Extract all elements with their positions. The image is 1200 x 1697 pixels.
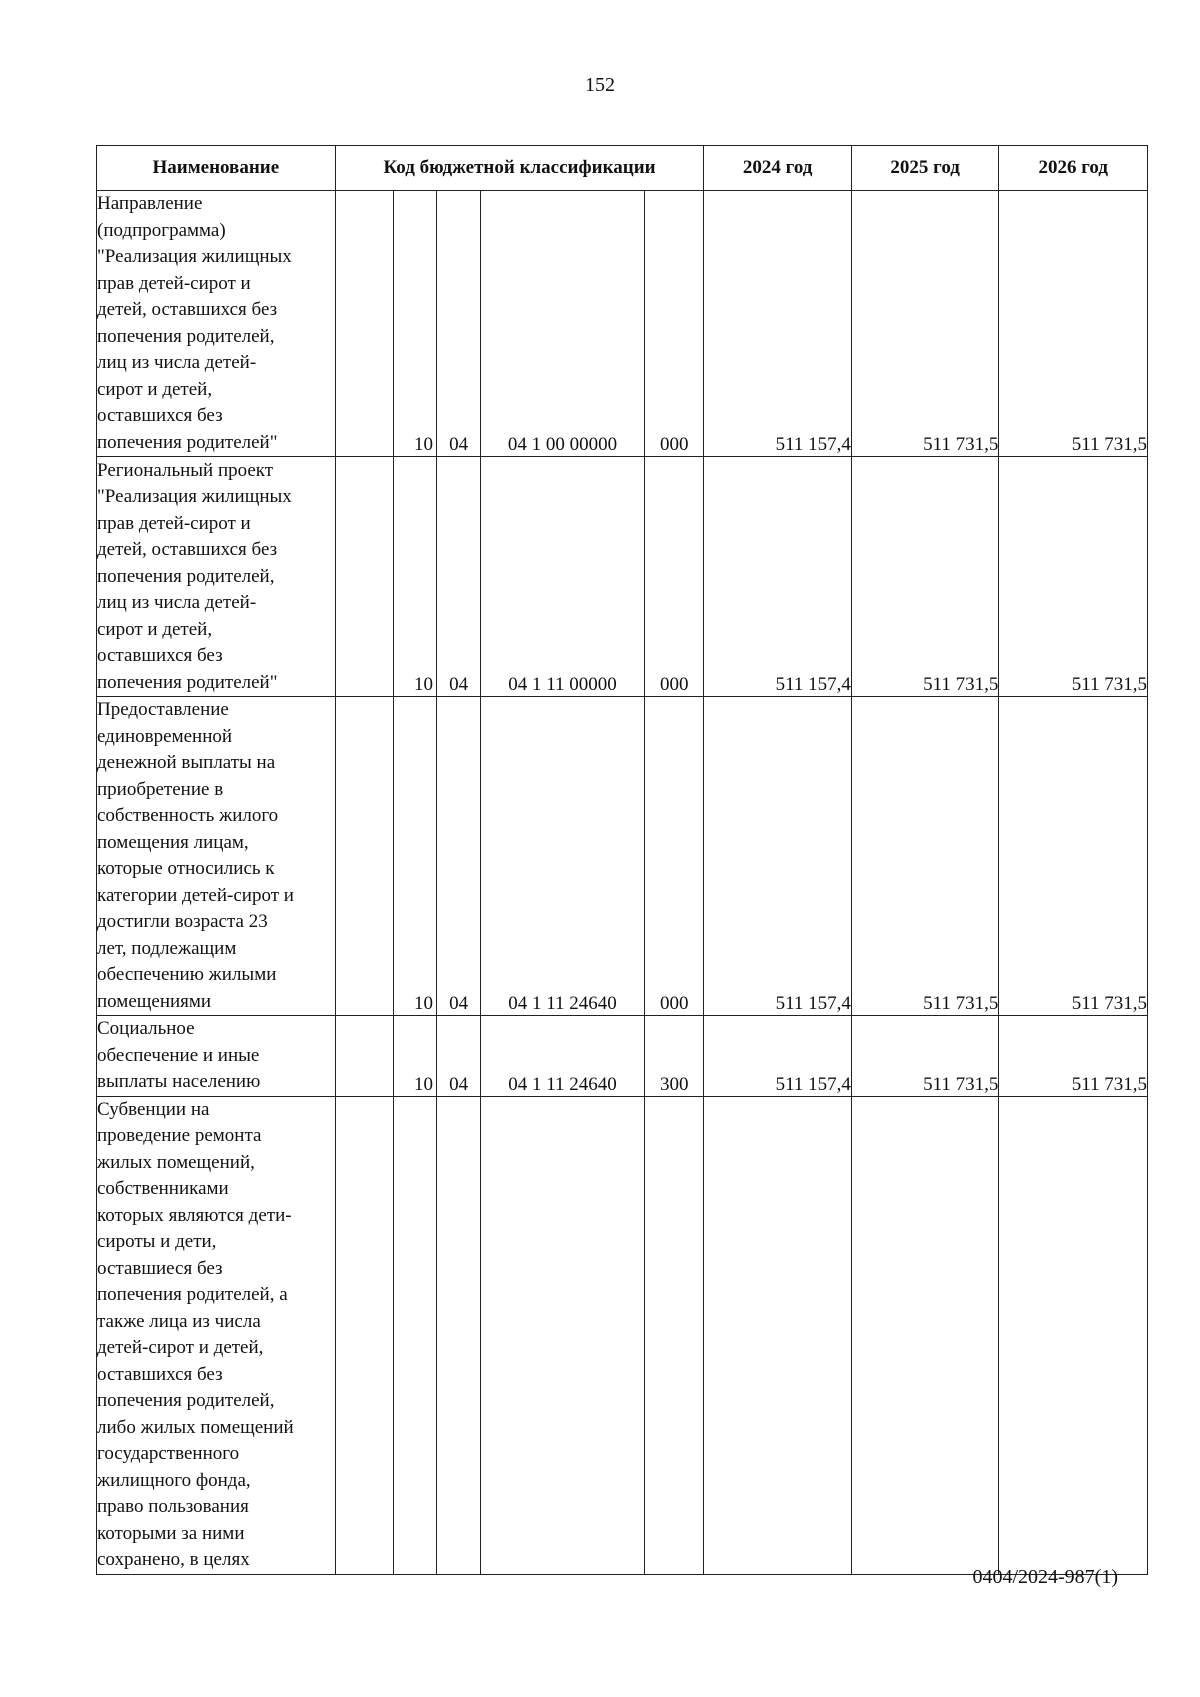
row-code-type: 300 <box>644 1016 703 1097</box>
row-amount-2024: 511 157,4 <box>704 1016 852 1097</box>
header-code: Код бюджетной классификации <box>335 146 704 191</box>
row-amount-2025: 511 731,5 <box>851 697 999 1016</box>
row-code-1 <box>335 457 393 697</box>
row-amount-2025: 511 731,5 <box>851 191 999 457</box>
row-code-type <box>644 1096 703 1574</box>
row-code-1 <box>335 1016 393 1097</box>
table-header-row <box>97 146 1148 191</box>
row-amount-2026: 511 731,5 <box>999 191 1148 457</box>
row-code-subsection: 04 <box>437 1016 481 1097</box>
row-name: Социальное обеспечение и иные выплаты населению <box>97 1016 336 1097</box>
row-amount-2024: 511 157,4 <box>704 457 852 697</box>
row-amount-2024 <box>704 1096 852 1574</box>
row-code-section <box>394 1096 437 1574</box>
header-2026: 2026 год <box>999 146 1148 191</box>
row-code-subsection <box>437 1096 481 1574</box>
header-name: Наименование <box>97 146 336 191</box>
row-name: Предоставление единовременной денежной выплаты на приобретение в собственность жилого помещения лицам, которые относились к категории детей-сирот и достигли возраста 23 лет, подлежащим обеспечению жилыми помещениями <box>97 697 336 1016</box>
row-name: Направление (подпрограмма) "Реализация жилищных прав детей-сирот и детей, оставшихся без попечения родителей, лиц из числа детей- сирот и детей, оставшихся без попечения родителей" <box>97 191 336 457</box>
table-row <box>97 457 1148 697</box>
row-amount-2025: 511 731,5 <box>851 1016 999 1097</box>
header-2024: 2024 год <box>704 146 852 191</box>
row-code-1 <box>335 1096 393 1574</box>
row-amount-2024: 511 157,4 <box>704 191 852 457</box>
header-2025: 2025 год <box>851 146 999 191</box>
row-code-target <box>481 1096 645 1574</box>
table-row <box>97 1096 1148 1574</box>
row-code-target: 04 1 11 24640 <box>481 1016 645 1097</box>
row-name: Региональный проект "Реализация жилищных прав детей-сирот и детей, оставшихся без попечения родителей, лиц из числа детей- сирот и детей, оставшихся без попечения родителей" <box>97 457 336 697</box>
row-amount-2024: 511 157,4 <box>704 697 852 1016</box>
table-row <box>97 697 1148 1016</box>
row-code-section: 10 <box>394 697 437 1016</box>
table-row <box>97 191 1148 457</box>
row-code-1 <box>335 191 393 457</box>
row-code-section: 10 <box>394 457 437 697</box>
row-code-section: 10 <box>394 1016 437 1097</box>
row-code-subsection: 04 <box>437 457 481 697</box>
row-code-target: 04 1 11 00000 <box>481 457 645 697</box>
row-amount-2026: 511 731,5 <box>999 457 1148 697</box>
row-amount-2025 <box>851 1096 999 1574</box>
row-code-type: 000 <box>644 457 703 697</box>
row-name: Субвенции на проведение ремонта жилых помещений, собственниками которых являются дети- сироты и дети, оставшиеся без попечения родителей, а также лица из числа детей-сирот и детей, оставшихся без попечения родителей, либо жилых помещений государственного жилищного фонда, право пользования которыми за ними сохранено, в целях <box>97 1096 336 1574</box>
document-number: 0404/2024-987(1) <box>972 1566 1118 1588</box>
budget-table <box>96 145 1148 1575</box>
row-amount-2025: 511 731,5 <box>851 457 999 697</box>
row-amount-2026: 511 731,5 <box>999 697 1148 1016</box>
row-code-subsection: 04 <box>437 697 481 1016</box>
row-code-target: 04 1 00 00000 <box>481 191 645 457</box>
row-code-1 <box>335 697 393 1016</box>
row-code-type: 000 <box>644 697 703 1016</box>
row-amount-2026 <box>999 1096 1148 1574</box>
row-code-type: 000 <box>644 191 703 457</box>
row-code-subsection: 04 <box>437 191 481 457</box>
row-amount-2026: 511 731,5 <box>999 1016 1148 1097</box>
page-number: 152 <box>585 74 615 96</box>
row-code-target: 04 1 11 24640 <box>481 697 645 1016</box>
row-code-section: 10 <box>394 191 437 457</box>
table-row <box>97 1016 1148 1097</box>
